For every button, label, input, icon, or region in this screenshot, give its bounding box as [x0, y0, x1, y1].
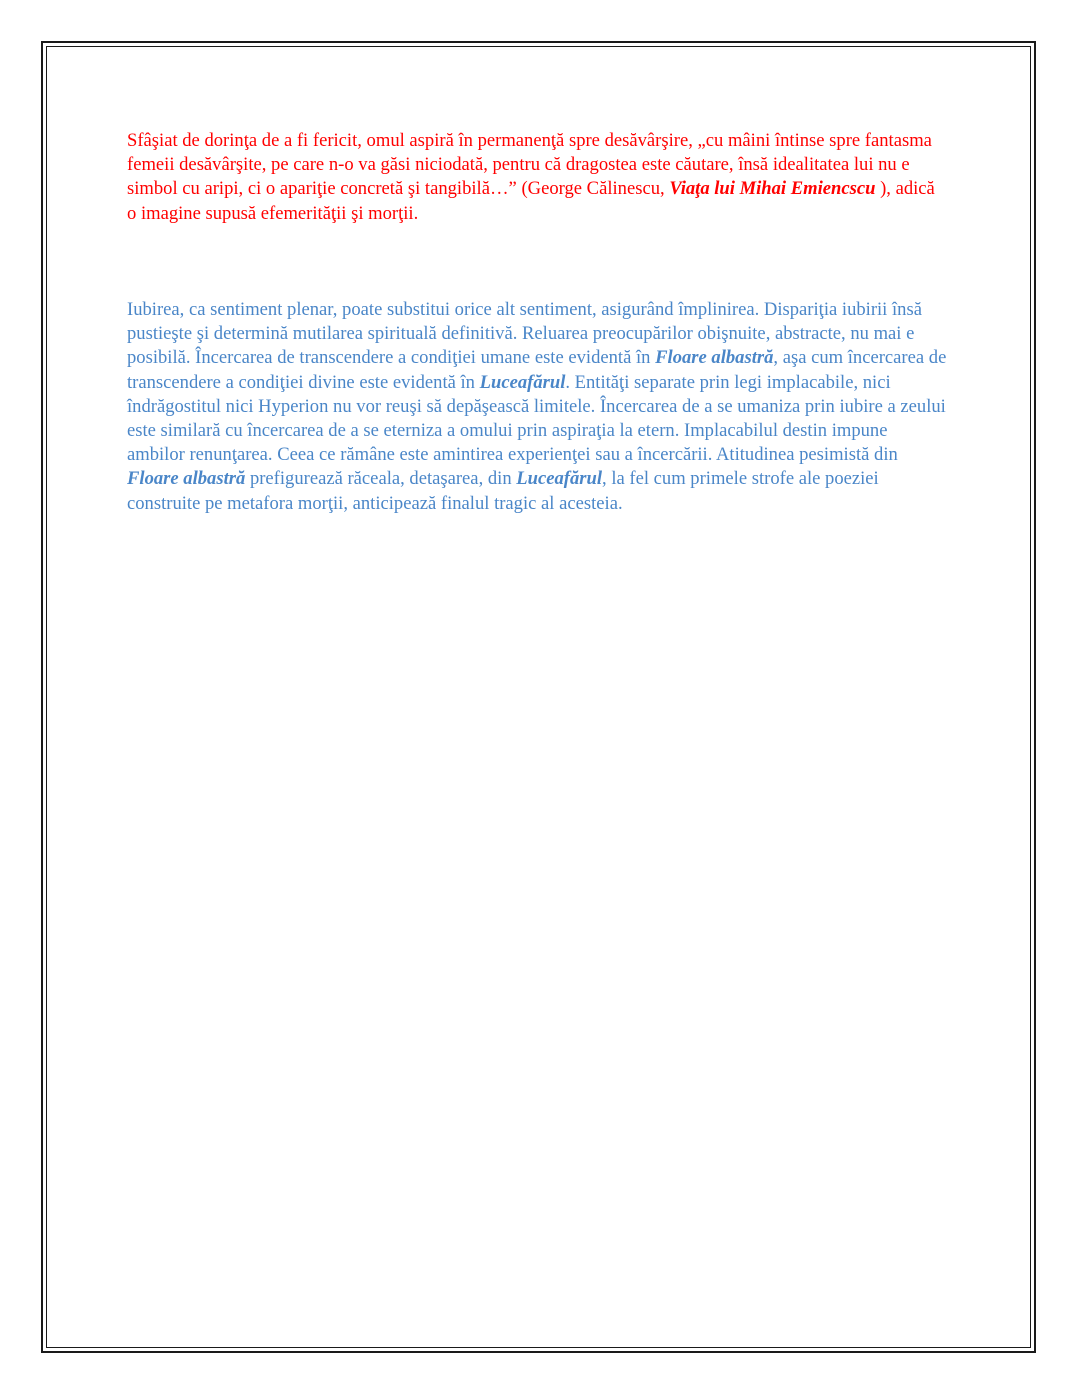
- page-border: [41, 41, 1036, 1353]
- page-border-inner: [46, 46, 1031, 1348]
- essay-text-part4: prefigurează răceala, detaşarea, din: [245, 468, 517, 490]
- poem-title-luceafarul: Luceafărul: [479, 371, 566, 393]
- poem-title-floare-albastra: Floare albastră: [655, 347, 774, 369]
- essay-text-part2: , aşa cum încercarea de transcendere a condiţiei divine este evidentă în: [127, 347, 947, 393]
- essay-text-part5: , la fel cum primele strofe ale poeziei construite pe metafora morţii, anticipează finalul tragic al acesteia.: [127, 468, 879, 514]
- book-title: Viaţa lui Mihai Emiencscu: [669, 178, 876, 200]
- essay-text-part1: Iubirea, ca sentiment plenar, poate substitui orice alt sentiment, asigurând împlinirea. Dispariţia iubirii însă pustieşte şi determină mutilarea spirituală definitivă. Reluarea preocupărilor obişnuite, abstracte, nu mai e posibilă. Încercarea de transcendere a condiţiei umane este evidentă în: [127, 299, 922, 369]
- poem-title-luceafarul-2: Luceafărul: [516, 468, 603, 490]
- quote-text-part1: Sfâşiat de dorinţa de a fi fericit, omul aspiră în permanenţă spre desăvârşire, „cu mâini întinse spre fantasma femeii desăvârşite, pe care n-o va găsi niciodată, pentru că dragostea este căutare, însă idealitatea lui nu e simbol cu aripi, ci o apariţie concretă şi tangibilă…” (George Călinescu,: [127, 130, 932, 200]
- essay-text-part3: . Entităţi separate prin legi implacabile, nici îndrăgostitul nici Hyperion nu vor reuşi să depăşească limitele. Încercarea de a se umaniza prin iubire a zeului este similară cu încercarea de a se eterniza a omului prin aspiraţia la etern. Implacabilul destin impune ambilor renunţarea. Ceea ce rămâne este amintirea experienţei sau a încercării. Atitudinea pesimistă din: [127, 371, 946, 466]
- essay-paragraph: [127, 298, 947, 516]
- poem-title-floare-albastra-2: Floare albastră: [127, 468, 246, 490]
- quote-text-part2: ), adică o imagine supusă efemerităţii şi morţii.: [127, 178, 935, 224]
- quote-paragraph: [127, 129, 947, 226]
